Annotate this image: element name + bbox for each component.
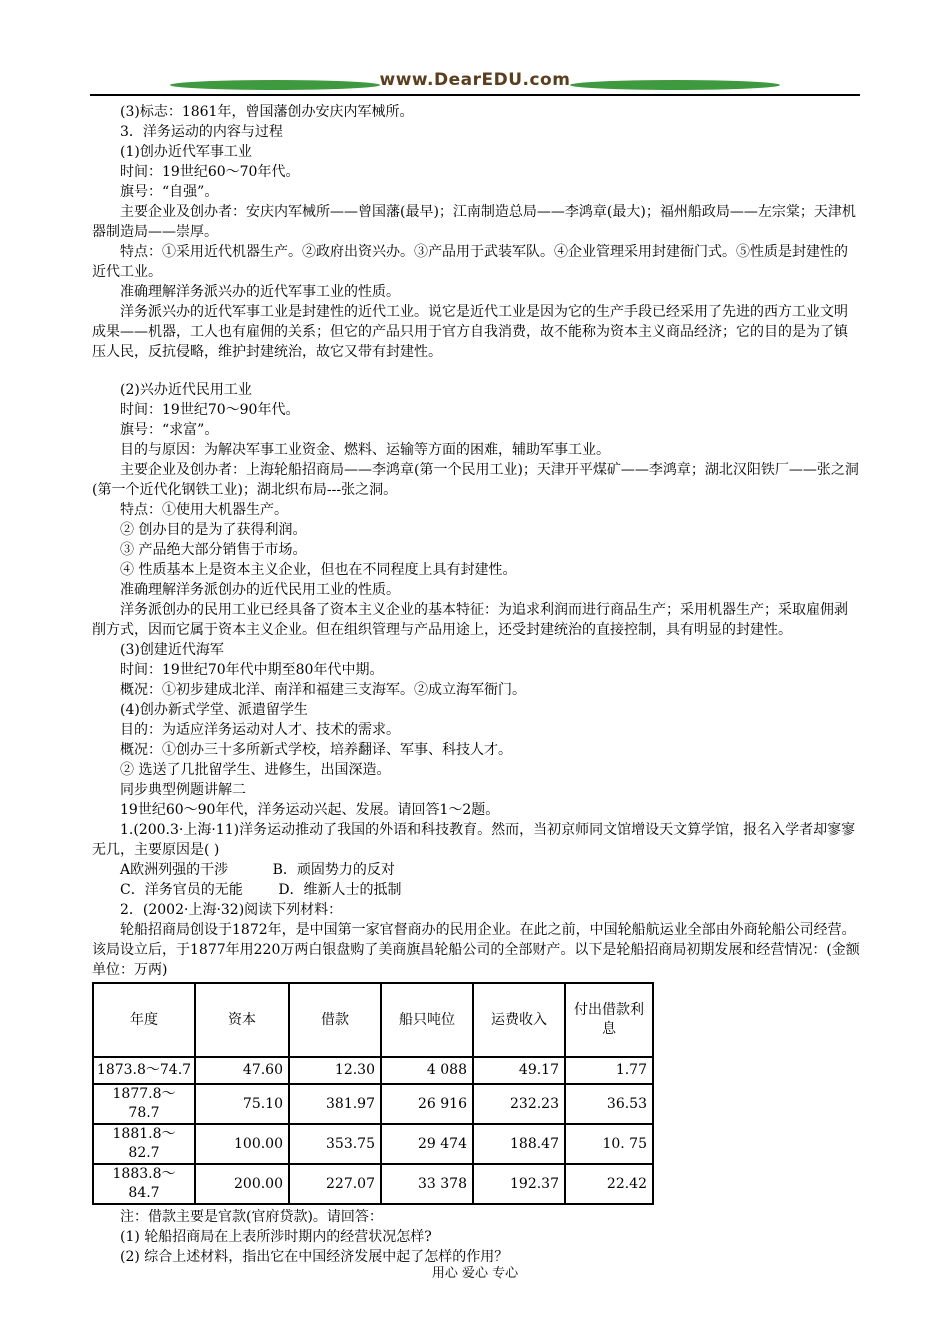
section-heading: 同步典型例题讲解二 <box>120 782 246 798</box>
paragraph: 旗号：“求富”。 <box>120 422 219 438</box>
paragraph: 轮船招商局创设于1872年，是中国第一家官督商办的民用企业。在此之前，中国轮船航运业全部由外商轮船公司经营。该局设立后，于1877年用220万两白银盘购了美商旗昌轮船公司的全部财产。以下是轮船招商局初期发展和经营情况：(金额单位：万两) <box>92 922 860 978</box>
question: 1.(200.3·上海·11)洋务运动推动了我国的外语和科技教育。然而，当初京师同文馆增设天文算学馆，报名入学者却寥寥无几，主要原因是( ) <box>92 822 856 858</box>
subsection-heading: (4)创办新式学堂、派遣留学生 <box>120 702 308 718</box>
paragraph: 目的与原因：为解决军事工业资金、燃料、运输等方面的困难，辅助军事工业。 <box>120 442 610 458</box>
table-cell: 232.23 <box>473 1084 565 1124</box>
paragraph: 旗号：“自强”。 <box>120 184 219 200</box>
table-cell: 381.97 <box>289 1084 381 1124</box>
table-header-cell: 借款 <box>289 983 381 1057</box>
paragraph: 概况：①创办三十多所新式学校，培养翻译、军事、科技人才。 <box>120 742 512 758</box>
header-rule <box>90 94 860 96</box>
table-cell: 12.30 <box>289 1057 381 1084</box>
paragraph: 概况：①初步建成北洋、南洋和福建三支海军。②成立海军衙门。 <box>120 682 526 698</box>
table-header-cell: 付出借款利息 <box>565 983 653 1057</box>
spacer <box>120 362 860 380</box>
table-cell: 188.47 <box>473 1124 565 1164</box>
table-row <box>93 1164 653 1204</box>
table-cell: 47.60 <box>195 1057 289 1084</box>
page-footer: 用心 爱心 专心 <box>431 1266 519 1281</box>
subsection-heading: (3)创建近代海军 <box>120 642 224 658</box>
table-row <box>93 1057 653 1084</box>
table-cell: 75.10 <box>195 1084 289 1124</box>
page-header <box>90 72 860 96</box>
table-row <box>93 1124 653 1164</box>
table-cell: 1877.8～78.7 <box>93 1084 195 1124</box>
table-cell: 33 378 <box>381 1164 473 1204</box>
question: 2．(2002·上海·32)阅读下列材料： <box>120 902 343 918</box>
paragraph: 时间：19世纪70年代中期至80年代中期。 <box>120 662 384 678</box>
subsection-heading: (1)创办近代军事工业 <box>120 144 252 160</box>
table-cell: 353.75 <box>289 1124 381 1164</box>
table-cell: 4 088 <box>381 1057 473 1084</box>
table-header-cell: 资本 <box>195 983 289 1057</box>
paragraph: 时间：19世纪60～70年代。 <box>120 164 300 180</box>
question: (2) 综合上述材料，指出它在中国经济发展中起了怎样的作用？ <box>120 1249 509 1265</box>
table-cell: 26 916 <box>381 1084 473 1124</box>
table-row <box>93 1084 653 1124</box>
table-cell: 22.42 <box>565 1164 653 1204</box>
table-note: 注：借款主要是官款(官府贷款)。请回答： <box>120 1209 383 1225</box>
table-header-cell: 年度 <box>93 983 195 1057</box>
table-cell: 49.17 <box>473 1057 565 1084</box>
paragraph: 主要企业及创办者：安庆内军械所——曾国藩(最早)；江南制造总局——李鸿章(最大)；福州船政局——左宗棠；天津机器制造局——崇厚。 <box>92 204 856 240</box>
paragraph: 准确理解洋务派兴办的近代军事工业的性质。 <box>120 284 400 300</box>
table-cell: 227.07 <box>289 1164 381 1204</box>
table-cell: 200.00 <box>195 1164 289 1204</box>
paragraph: 洋务派兴办的近代军事工业是封建性的近代工业。说它是近代工业是因为它的生产手段已经采用了先进的西方工业文明成果——机器，工人也有雇佣的关系；但它的产品只用于官方自我消费，故不能称为资本主义商品经济；它的目的是为了镇压人民，反抗侵略，维护封建统治，故它又带有封建性。 <box>92 304 848 360</box>
table-cell: 100.00 <box>195 1124 289 1164</box>
question: (1) 轮船招商局在上表所涉时期内的经营状况怎样? <box>120 1229 432 1245</box>
paragraph: 19世纪60～90年代，洋务运动兴起、发展。请回答1～2题。 <box>120 802 500 818</box>
table-cell: 29 474 <box>381 1124 473 1164</box>
table-cell: 1873.8～74.7 <box>93 1057 195 1084</box>
business-data-table <box>92 982 654 1205</box>
table-header-cell: 运费收入 <box>473 983 565 1057</box>
paragraph: 目的：为适应洋务运动对人才、技术的需求。 <box>120 722 400 738</box>
section-heading: 3．洋务运动的内容与过程 <box>120 124 283 140</box>
table-header-row <box>93 983 653 1057</box>
subsection-heading: (2)兴办近代民用工业 <box>120 382 252 398</box>
paragraph: ② 创办目的是为了获得利润。 <box>120 522 307 538</box>
paragraph: 准确理解洋务派创办的近代民用工业的性质。 <box>120 582 400 598</box>
paragraph: 特点：①使用大机器生产。 <box>120 502 288 518</box>
table-cell: 192.37 <box>473 1164 565 1204</box>
table-cell: 1881.8～82.7 <box>93 1124 195 1164</box>
answer-options: C．洋务官员的无能 D．维新人士的抵制 <box>120 882 402 898</box>
paragraph: 洋务派创办的民用工业已经具备了资本主义企业的基本特征：为追求利润而进行商品生产；采用机器生产；采取雇佣剥削方式，因而它属于资本主义企业。但在组织管理与产品用途上，还受封建统治的直接控制，具有明显的封建性。 <box>92 602 848 638</box>
paragraph: ② 选送了几批留学生、进修生，出国深造。 <box>120 762 391 778</box>
table-cell: 10. 75 <box>565 1124 653 1164</box>
paragraph: 时间：19世纪70～90年代。 <box>120 402 300 418</box>
table-cell: 36.53 <box>565 1084 653 1124</box>
paragraph: ③ 产品绝大部分销售于市场。 <box>120 542 307 558</box>
document-body <box>92 102 860 1267</box>
paragraph: ④ 性质基本上是资本主义企业，但也在不同程度上具有封建性。 <box>120 562 517 578</box>
table-cell: 1883.8～84.7 <box>93 1164 195 1204</box>
paragraph: 特点：①采用近代机器生产。②政府出资兴办。③产品用于武装军队。④企业管理采用封建衙门式。⑤性质是封建性的近代工业。 <box>92 244 848 280</box>
site-logo-text: www.DearEDU.com <box>379 70 571 90</box>
paragraph: (3)标志：1861年，曾国藩创办安庆内军械所。 <box>120 104 414 120</box>
table-header-cell: 船只吨位 <box>381 983 473 1057</box>
paragraph: 主要企业及创办者：上海轮船招商局——李鸿章(第一个民用工业)；天津开平煤矿——李鸿章；湖北汉阳铁厂——张之洞(第一个近代化钢铁工业)；湖北织布局---张之洞。 <box>92 462 859 498</box>
table-cell: 1.77 <box>565 1057 653 1084</box>
answer-options: A欧洲列强的干涉 B．顽固势力的反对 <box>120 862 395 878</box>
